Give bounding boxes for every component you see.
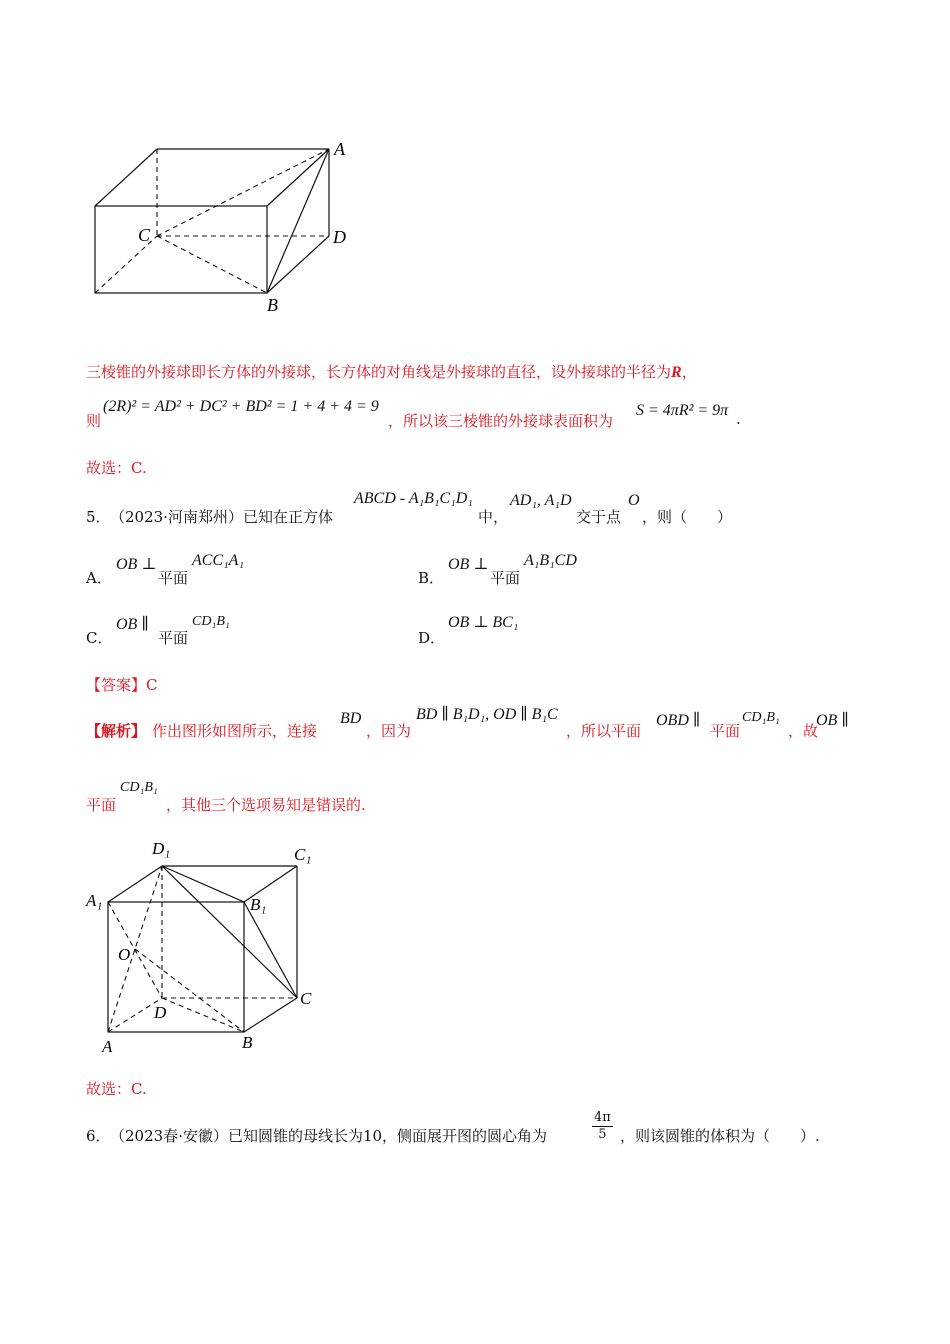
figure-cube: [82, 836, 332, 1058]
q5-option-c[interactable]: C． OB ∥ 平面 CD₁B₁: [86, 614, 230, 647]
label-B: B: [267, 295, 278, 315]
label-D1: D₁: [152, 839, 171, 858]
q5-option-d[interactable]: D． OB ⊥ BC₁: [418, 614, 519, 647]
label-A1: A₁: [86, 891, 103, 910]
q6-stem: 6． （2023春·安徽）已知圆锥的母线长为10，侧面展开图的圆心角为 $\frac{4\pi}{5}$ ，则该圆锥的体积为（ ）.: [86, 1110, 820, 1145]
figure-box: [80, 135, 370, 315]
sol4-conclusion: 故选：C.: [86, 459, 147, 477]
label-B: B: [242, 1033, 253, 1052]
sol4-formula: (2R)² = AD² + DC² + BD² = 1 + 4 + 4 = 9: [103, 398, 379, 415]
label-O: O: [118, 945, 131, 964]
q5-lines: AD₁, A₁D: [510, 492, 572, 509]
sol4-line1: 三棱锥的外接球即长方体的外接球，长方体的对角线是外接球的直径，设外接球的半径为R，: [86, 363, 697, 381]
label-C: C: [300, 989, 312, 1008]
label-A: A: [102, 1037, 113, 1056]
sol4-line2: 则 (2R)² = AD² + DC² + BD² = 1 + 4 + 4 = 9 ，所以该三棱锥的外接球表面积为 S = 4πR² = 9π .: [86, 398, 741, 430]
q5-analysis-line2: 平面 CD₁B₁ ，其他三个选项易知是错误的.: [86, 780, 366, 814]
label-D: D: [154, 1003, 167, 1022]
label-A: A: [334, 139, 345, 159]
q5-answer: 【答案】C: [86, 676, 158, 694]
sol4-formula2: S = 4πR² = 9π: [636, 402, 729, 419]
label-C: C: [138, 225, 151, 245]
q5-cube: ABCD - A₁B₁C₁D₁: [354, 490, 473, 507]
q6-fraction: $\frac{4\pi}{5}$: [594, 1110, 611, 1142]
label-B1: B₁: [250, 895, 267, 914]
label-D: D: [333, 227, 346, 247]
q5-analysis-line1: 【解析】 作出图形如图所示，连接 BD ，因为 BD ∥ B₁D₁, OD ∥ B₁C ，所以平面 OBD ∥ 平面 CD₁B₁ ，故 OB ∥: [86, 706, 849, 740]
q5-option-a[interactable]: A． OB ⊥ 平面 ACC₁A₁: [86, 552, 245, 587]
label-C1: C₁: [294, 845, 312, 864]
q5-stem: 5． （2023·河南郑州）已知在正方体 ABCD - A₁B₁C₁D₁ 中， AD₁, A₁D 交于点 O ，则（ ）: [86, 490, 733, 526]
q5-conclusion: 故选：C.: [86, 1080, 147, 1098]
q5-option-b[interactable]: B． OB ⊥ 平面 A₁B₁CD: [418, 552, 577, 587]
